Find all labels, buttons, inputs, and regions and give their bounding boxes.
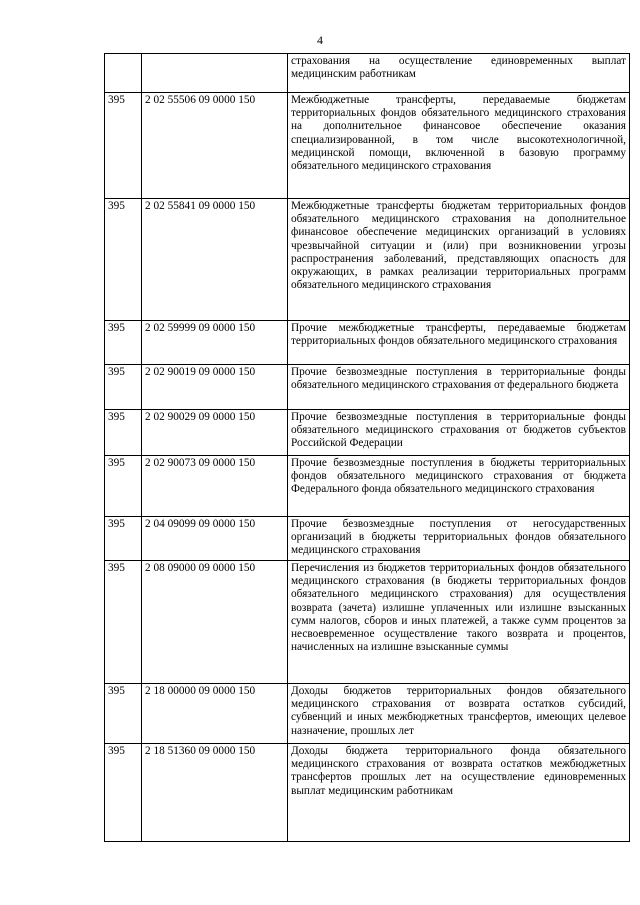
admin-code-cell: 395 bbox=[105, 456, 142, 517]
table-row bbox=[105, 365, 630, 410]
income-name-cell: Прочие безвозмездные поступления в территориальные фонды обязательного медицинского страхования от федерального бюджета bbox=[288, 365, 630, 410]
admin-code-cell: 395 bbox=[105, 321, 142, 365]
table-row bbox=[105, 410, 630, 456]
table-row bbox=[105, 456, 630, 517]
budget-code-cell: 2 02 90029 09 0000 150 bbox=[142, 410, 288, 456]
admin-code-cell: 395 bbox=[105, 744, 142, 842]
table-row bbox=[105, 93, 630, 199]
table-row bbox=[105, 321, 630, 365]
income-name-cell: Прочие межбюджетные трансферты, передаваемые бюджетам территориальных фондов обязательного медицинского страхования bbox=[288, 321, 630, 365]
budget-code-cell: 2 08 09000 09 0000 150 bbox=[142, 561, 288, 684]
table-row bbox=[105, 684, 630, 744]
admin-code-cell: 395 bbox=[105, 684, 142, 744]
income-name-cell: Межбюджетные трансферты, передаваемые бюджетам территориальных фондов обязательного медицинского страхования на дополнительное финансовое обеспечение оказания специализированной, в том числе высокотехнологичной, медицинской помощи, включенной в базовую программу обязательного медицинского страхования bbox=[288, 93, 630, 199]
admin-code-cell: 395 bbox=[105, 365, 142, 410]
income-name-cell: Перечисления из бюджетов территориальных фондов обязательного медицинского страхования (в бюджеты территориальных фондов обязательного медицинского страхования) для осуществления возврата (зачета) излишне уплаченных или излишне взысканных сумм налогов, сборов и иных платежей, а также сумм процентов за несвоевременное осуществление такого возврата и процентов, начисленных на излишне взысканные суммы bbox=[288, 561, 630, 684]
income-name-cell: страхования на осуществление единовременных выплат медицинским работникам bbox=[288, 54, 630, 93]
table-row bbox=[105, 517, 630, 561]
income-name-cell: Прочие безвозмездные поступления в бюджеты территориальных фондов обязательного медицинского страхования от бюджета Федерального фонда обязательного медицинского страхования bbox=[288, 456, 630, 517]
budget-code-cell: 2 02 90019 09 0000 150 bbox=[142, 365, 288, 410]
table-row bbox=[105, 199, 630, 321]
table-row bbox=[105, 54, 630, 93]
page-number: 4 bbox=[317, 33, 323, 47]
admin-code-cell bbox=[105, 54, 142, 93]
income-name-cell: Межбюджетные трансферты бюджетам территориальных фондов обязательного медицинского страхования на дополнительное финансовое обеспечение медицинских организаций в условиях чрезвычайной ситуации и (или) при возникновении угрозы распространения заболеваний, представляющих опасность для окружающих, в рамках реализации территориальных программ обязательного медицинского страхования bbox=[288, 199, 630, 321]
budget-code-cell: 2 02 55506 09 0000 150 bbox=[142, 93, 288, 199]
income-name-cell: Доходы бюджетов территориальных фондов обязательного медицинского страхования от возврата остатков субсидий, субвенций и иных межбюджетных трансфертов, имеющих целевое назначение, прошлых лет bbox=[288, 684, 630, 744]
admin-code-cell: 395 bbox=[105, 199, 142, 321]
table-row bbox=[105, 561, 630, 684]
budget-classification-table bbox=[104, 53, 630, 842]
budget-code-cell: 2 04 09099 09 0000 150 bbox=[142, 517, 288, 561]
budget-code-cell: 2 18 00000 09 0000 150 bbox=[142, 684, 288, 744]
budget-code-cell: 2 02 55841 09 0000 150 bbox=[142, 199, 288, 321]
budget-code-cell: 2 02 90073 09 0000 150 bbox=[142, 456, 288, 517]
budget-code-cell: 2 02 59999 09 0000 150 bbox=[142, 321, 288, 365]
table-row bbox=[105, 744, 630, 842]
income-name-cell: Прочие безвозмездные поступления в территориальные фонды обязательного медицинского страхования от бюджетов субъектов Российской Федерации bbox=[288, 410, 630, 456]
budget-code-cell bbox=[142, 54, 288, 93]
admin-code-cell: 395 bbox=[105, 561, 142, 684]
admin-code-cell: 395 bbox=[105, 517, 142, 561]
income-name-cell: Прочие безвозмездные поступления от негосударственных организаций в бюджеты территориальных фондов обязательного медицинского страхования bbox=[288, 517, 630, 561]
admin-code-cell: 395 bbox=[105, 410, 142, 456]
admin-code-cell: 395 bbox=[105, 93, 142, 199]
income-name-cell: Доходы бюджета территориального фонда обязательного медицинского страхования от возврата остатков межбюджетных трансфертов прошлых лет на осуществление единовременных выплат медицинским работникам bbox=[288, 744, 630, 842]
budget-code-cell: 2 18 51360 09 0000 150 bbox=[142, 744, 288, 842]
